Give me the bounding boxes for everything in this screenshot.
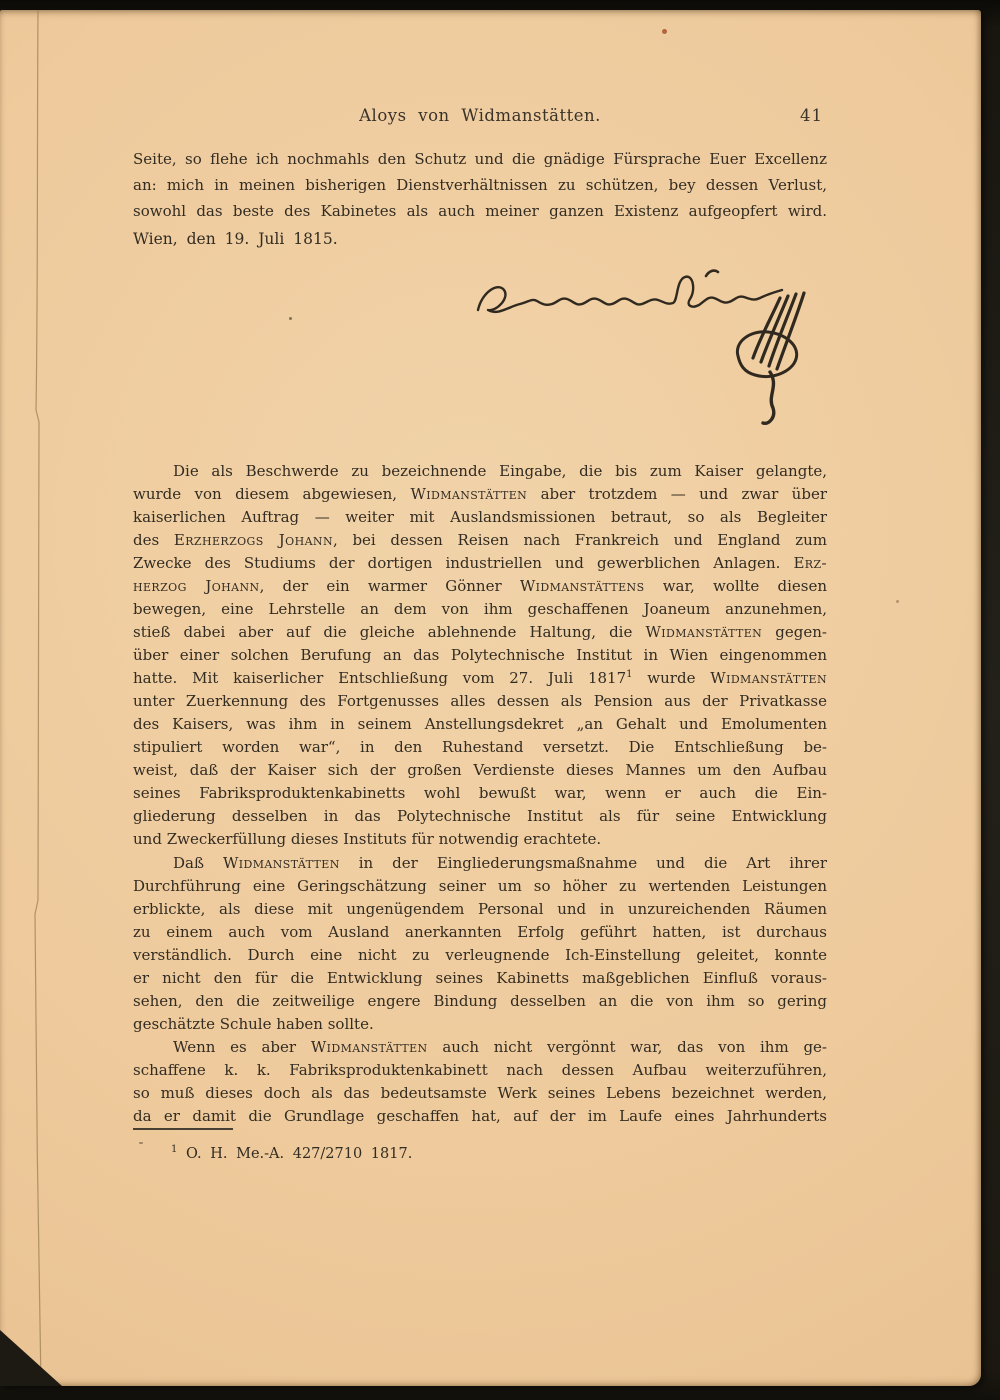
body-paragraph-1 — [133, 460, 827, 851]
signature-umlaut-accent — [706, 271, 718, 276]
signature-flourish-loop — [737, 332, 796, 377]
text-line: schaffene k. k. Fabriksproduktenkabinett nach dessen Aufbau weiterzuführen, — [133, 1061, 827, 1079]
body-paragraph-3 — [133, 1036, 827, 1128]
text-line: Zwecke des Studiums der dortigen industriellen und gewerblichen Anlagen. Erz- — [133, 554, 827, 572]
text-line: an: mich in meinen bisherigen Dienstverhältnissen zu schützen, bey dessen Verlust, — [133, 176, 827, 194]
signature-ink — [470, 268, 822, 430]
text-line: Daß Widmanstätten in der Eingliederungsmaßnahme und die Art ihrer — [173, 854, 827, 872]
text-line: verständlich. Durch eine nicht zu verleugnende Ich-Einstellung geleitet, konnte — [133, 946, 827, 964]
footnote-marker: 1 — [171, 1144, 178, 1156]
smallcaps-name: Erz- — [793, 554, 827, 572]
page-number: 41 — [800, 106, 823, 125]
text-line: so muß dieses doch als das bedeutsamste Werk seines Lebens bezeichnet werden, — [133, 1084, 827, 1102]
smallcaps-name: Widmanstättens — [519, 577, 645, 595]
text-line: Die als Beschwerde zu bezeichnende Eingabe, die bis zum Kaiser gelangte, — [173, 462, 827, 480]
footnote-text: O. H. Me.-A. 427/2710 1817. — [185, 1146, 413, 1162]
text-line: des Erzherzogs Johann, bei dessen Reisen nach Frankreich und England zum — [133, 531, 827, 549]
text-line: zu einem auch vom Ausland anerkannten Erfolg geführt hatten, ist durchaus — [133, 923, 827, 941]
text-line: hatte. Mit kaiserlicher Entschließung vom 27. Juli 1817$^1$ wurde Widmanstätten — [133, 669, 827, 687]
text-line: bewegen, eine Lehrstelle an dem von ihm geschaffenen Joaneum anzunehmen, — [133, 600, 827, 618]
signature-image — [470, 268, 822, 430]
body-paragraph-2 — [133, 852, 827, 1036]
text-line: und Zweckerfüllung dieses Instituts für notwendig erachtete. — [133, 830, 602, 848]
dateline: Wien, den 19. Juli 1815. — [133, 230, 338, 248]
running-header — [133, 106, 827, 130]
text-line: sowohl das beste des Kabinetes als auch meiner ganzen Existenz aufgeopfert wird. — [133, 202, 827, 220]
text-line: geschätzte Schule haben sollte. — [133, 1015, 374, 1033]
text-line: stipuliert worden war“, in den Ruhestand versetzt. Die Entschließung be- — [133, 738, 827, 756]
text-line: wurde von diesem abgewiesen, Widmanstätten aber trotzdem — und zwar über — [133, 485, 827, 503]
smallcaps-name: Widmanstätten — [410, 485, 528, 503]
text-line: Seite, so flehe ich nochmahls den Schutz und die gnädige Fürsprache Euer Excellenz — [133, 150, 827, 168]
red-ink-speck — [662, 29, 667, 34]
text-line: gliederung desselben in das Polytechnische Institut als für seine Entwicklung — [133, 807, 827, 825]
page-corner-shadow — [0, 1330, 62, 1386]
text-line: kaiserlichen Auftrag — weiter mit Auslandsmissionen betraut, so als Begleiter — [133, 508, 827, 526]
text-line: des Kaisers, was ihm in seinem Anstellungsdekret „an Gehalt und Emolumenten — [133, 715, 827, 733]
smallcaps-name: Widmanstätten — [645, 623, 763, 641]
text-line: herzog Johann, der ein warmer Gönner Widmanstättens war, wollte diesen — [133, 577, 827, 595]
smallcaps-name: Widmanstätten — [310, 1038, 428, 1056]
paper-speck-3 — [139, 1142, 143, 1144]
smallcaps-name: Widmanstätten — [222, 854, 340, 872]
text-line: seines Fabriksproduktenkabinetts wohl bewußt war, wenn er auch die Ein- — [133, 784, 827, 802]
text-line: Durchführung eine Geringschätzung seiner um so höher zu wertenden Leistungen — [133, 877, 827, 895]
page-crease-line — [0, 10, 70, 1386]
letter-closing-paragraph — [133, 146, 827, 224]
smallcaps-name: herzog Johann — [133, 577, 260, 595]
text-line: sehen, den die zeitweilige engere Bindung desselben an die von ihm so gering — [133, 992, 827, 1010]
book-page — [0, 10, 981, 1386]
smallcaps-name: Widmanstätten — [710, 669, 827, 687]
text-line: unter Zuerkennung des Fortgenusses alles dessen als Pension aus der Privatkasse — [133, 692, 827, 710]
text-line: da er damit die Grundlage geschaffen hat, auf der im Laufe eines Jahrhunderts — [133, 1107, 827, 1125]
running-title: Aloys von Widmanstätten. — [359, 106, 601, 125]
text-line: weist, daß der Kaiser sich der großen Verdienste dieses Mannes um den Aufbau — [133, 761, 827, 779]
footnote-rule — [133, 1128, 233, 1130]
footnote-reference: 1 — [626, 669, 633, 680]
signature-tail — [763, 372, 774, 423]
text-line: stieß dabei aber auf die gleiche ablehnende Haltung, die Widmanstätten gegen- — [133, 623, 827, 641]
paper-speck-2 — [896, 600, 899, 603]
smallcaps-name: Erzherzogs Johann — [173, 531, 333, 549]
paper-speck-1 — [289, 317, 292, 320]
text-line: er nicht den für die Entwicklung seines Kabinetts maßgeblichen Einfluß voraus- — [133, 969, 827, 987]
signature-main-stroke — [478, 277, 782, 312]
text-line: über einer solchen Berufung an das Polytechnische Institut in Wien eingenommen — [133, 646, 827, 664]
text-line: erblickte, als diese mit ungenügendem Personal und in unzureichenden Räumen — [133, 900, 827, 918]
footnote — [133, 1146, 827, 1162]
crease-stroke — [35, 10, 41, 1386]
text-line: Wenn es aber Widmanstätten auch nicht vergönnt war, das von ihm ge- — [173, 1038, 827, 1056]
